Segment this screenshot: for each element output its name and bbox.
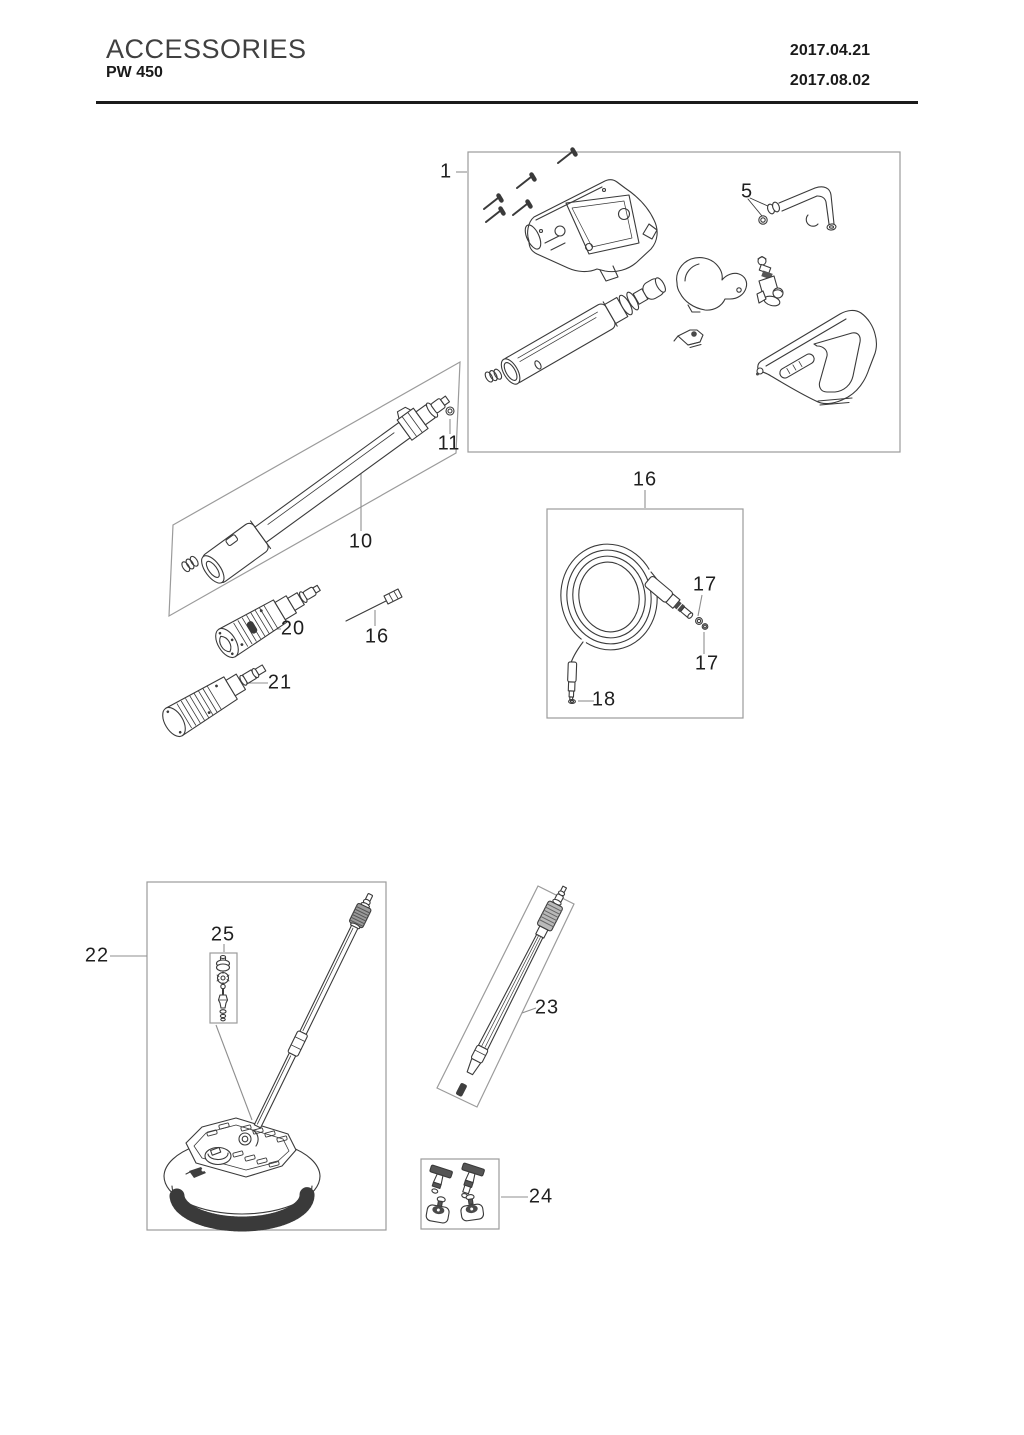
high-pressure-hose [553,536,708,703]
gun-inlet-elbow [748,187,836,231]
spray-lance [180,384,457,588]
callout-nozzle-internals: 25 [210,923,236,946]
gun-lance [484,271,671,387]
callout-hose-kit: 16 [632,468,658,491]
callout-nozzle-set: 24 [528,1185,554,1208]
callout-coupling-lower: 17 [694,652,720,675]
cleaning-needle-part [346,589,402,621]
gun-trigger [677,258,747,312]
nozzle-set [424,1163,485,1224]
nozzle-internals [217,956,230,1021]
turbo-nozzle-part [158,654,272,740]
callout-lance: 10 [348,530,374,553]
patio-cleaner [164,891,377,1224]
date-created: 2017.04.21 [789,42,870,59]
callout-hose-o-ring: 18 [591,688,617,711]
patio-cleaner-wand [251,891,378,1129]
callout-adjustable-nozzle: 20 [280,617,306,640]
gun-valve-assembly [757,257,783,308]
callout-inlet-fitting: 5 [740,180,754,203]
rotary-nozzle-a [425,1195,451,1224]
adjustable-nozzle-part [211,574,327,661]
hose-o-rings-17 [696,618,708,630]
model-number: PW 450 [106,64,163,81]
callout-lance-o-ring: 11 [437,432,461,455]
gun-safety-lever [674,330,703,348]
callout-turbo-nozzle: 21 [267,671,293,694]
gun-body-shell [522,180,657,281]
hose-o-ring-18-part [569,700,576,704]
page-title: ACCESSORIES [106,34,307,64]
lance-o-ring-part [446,407,454,415]
date-revised: 2017.08.02 [789,72,870,89]
gun-assembly-box [468,152,900,452]
callout-coupling-upper: 17 [692,573,718,596]
gun-handle-shell [756,310,876,405]
callout-extension-lance: 23 [534,996,560,1019]
callout-cleaning-needle: 16 [364,625,390,648]
callout-gun-assembly: 1 [439,160,453,183]
extension-lance-part [451,883,571,1099]
fan-nozzle-a [424,1165,453,1197]
callout-patio-cleaner: 22 [84,944,110,967]
brush-skirt [177,1194,307,1224]
